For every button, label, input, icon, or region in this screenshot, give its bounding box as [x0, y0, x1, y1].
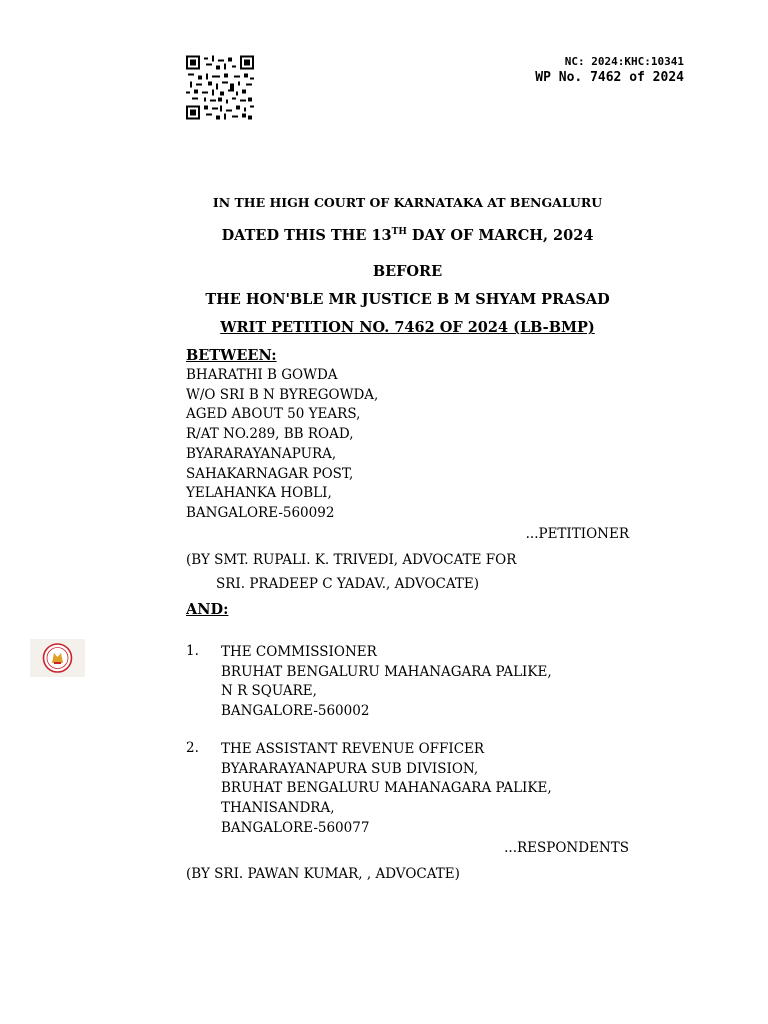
court-seal-icon — [30, 639, 85, 677]
address-line: SAHAKARNAGAR POST, — [186, 465, 354, 482]
and-heading: AND: — [186, 601, 229, 618]
justice-name: THE HON'BLE MR JUSTICE B M SHYAM PRASAD — [205, 291, 610, 308]
petitioner-address — [186, 366, 378, 524]
petitioner-role: ...PETITIONER — [525, 526, 629, 542]
respondents-role: ...RESPONDENTS — [504, 840, 629, 856]
address-line: BHARATHI B GOWDA — [186, 367, 338, 383]
address-line: BYARARAYANAPURA SUB DIVISION, — [221, 760, 479, 777]
respondent-1-address — [221, 643, 552, 722]
date-line: DATED THIS THE 13TH DAY OF MARCH, 2024 — [221, 227, 594, 244]
address-line: W/O SRI B N BYREGOWDA, — [186, 386, 379, 403]
address-line: R/AT NO.289, BB ROAD, — [186, 426, 354, 443]
petitioner-counsel-line1: (BY SMT. RUPALI. K. TRIVEDI, ADVOCATE FOR — [186, 552, 517, 568]
respondent-2-address — [221, 740, 552, 839]
address-line: BANGALORE-560002 — [221, 703, 370, 720]
address-line: BYARARAYANAPURA, — [186, 445, 337, 462]
address-line: BANGALORE-560092 — [186, 504, 335, 521]
address-line: YELAHANKA HOBLI, — [186, 485, 332, 502]
address-line: N R SQUARE, — [221, 683, 317, 700]
case-number: WP No. 7462 of 2024 — [535, 70, 684, 85]
address-line: BANGALORE-560077 — [221, 819, 370, 836]
respondent-number: 1. — [186, 643, 199, 659]
petitioner-counsel-line2: SRI. PRADEEP C YADAV., ADVOCATE) — [216, 576, 480, 592]
before-label: BEFORE — [372, 263, 443, 280]
respondent-number: 2. — [186, 740, 199, 756]
petition-title: WRIT PETITION NO. 7462 OF 2024 (LB-BMP) — [220, 319, 595, 336]
qr-code — [186, 55, 254, 120]
address-line: THANISANDRA, — [221, 800, 335, 817]
neutral-citation: NC: 2024:KHC:10341 — [564, 55, 684, 68]
court-name: IN THE HIGH COURT OF KARNATAKA AT BENGALURU — [212, 195, 603, 210]
address-line: BRUHAT BENGALURU MAHANAGARA PALIKE, — [221, 663, 552, 680]
address-line: THE ASSISTANT REVENUE OFFICER — [221, 741, 485, 757]
citation-header — [535, 55, 684, 86]
address-line: BRUHAT BENGALURU MAHANAGARA PALIKE, — [221, 780, 552, 797]
between-heading: BETWEEN: — [186, 347, 277, 364]
address-line: AGED ABOUT 50 YEARS, — [186, 406, 361, 423]
respondents-counsel: (BY SRI. PAWAN KUMAR, , ADVOCATE) — [186, 866, 460, 882]
address-line: THE COMMISSIONER — [221, 644, 377, 660]
